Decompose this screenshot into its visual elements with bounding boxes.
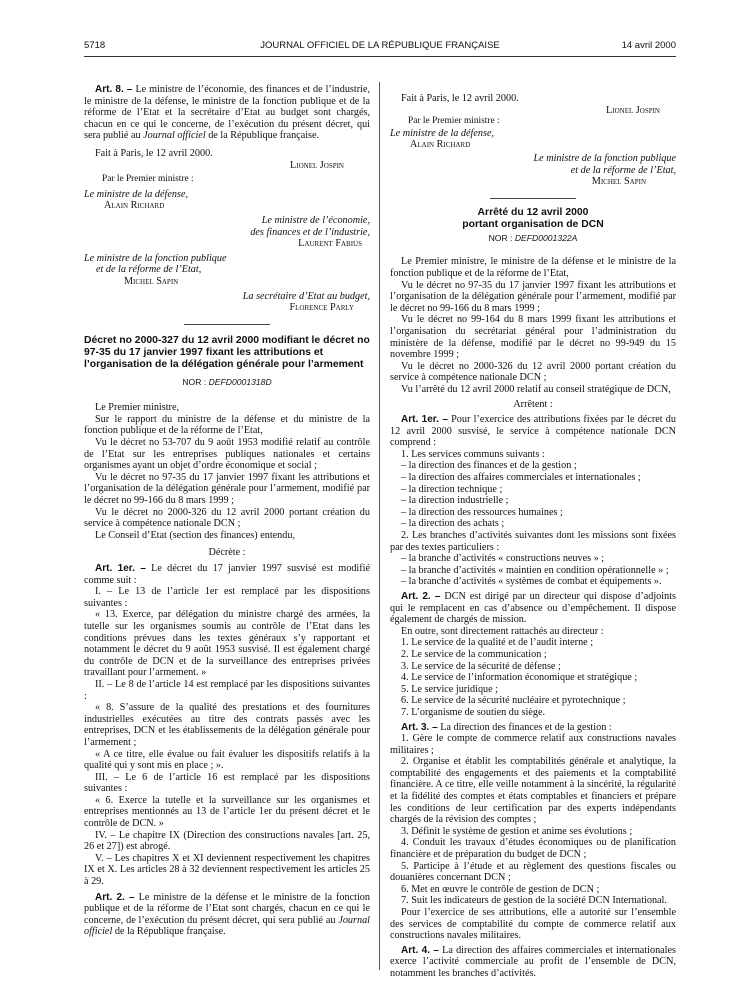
decret-art1-i-quote: « 13. Exerce, par délégation du ministre chargé des armées, la tutelle sur les organismes soumis au contrôle de l’Etat dans les conditions prévues dans les textes généraux s’y rapportant et notamment le décret du 9 août 1953 susvisé. Il est également chargé du contrôle de DCN et de la surveillance des entreprises privées travaillant pour l’armement. » [84,609,370,679]
column-divider [379,82,380,970]
role-fonction-publique-1: Le ministre de la fonction publique [84,252,227,264]
list-item: 7. L’organisme de soutien du siège. [401,706,546,718]
right-role-fp-2: et de la réforme de l’Etat, [570,164,676,176]
decret-art1-ii: II. – Le 8 de l’article 14 est remplacé par les dispositions suivantes : [84,678,370,702]
signature-pm: Lionel Jospin [290,159,344,171]
issue-date: 14 avril 2000 [621,40,676,51]
list-item: 3. Définit le système de gestion et anime ses évolutions ; [401,825,633,837]
right-name-fp: Michel Sapin [591,176,646,188]
list-item: – la direction des achats ; [401,518,505,530]
list-item: – la direction industrielle ; [401,495,509,507]
list-item: 7. Suit les indicateurs de gestion de la société DCN International. [401,895,667,907]
list-item: 4. Le service de l’information économique et stratégique ; [401,672,638,684]
list-item: – la branche d’activités « constructions neuves » ; [401,553,605,565]
list-item: 1. Le service de la qualité et de l’audit interne ; [401,637,594,649]
arrete-nor: NOR : DEFD0001322A [488,232,578,243]
decret-visa-2: Vu le décret no 53-707 du 9 août 1953 modifié relatif au contrôle de l’Etat sur les entreprises publiques nationales et certains organismes ayant un objet d’ordre économique et social ; [84,437,370,472]
arretent-heading: Arrêtent : [513,399,553,411]
list-item: 2. Organise et établit les comptabilités générale et analytique, la comptabilité des engagements et des paiements et la comptabilité financière. A ce titre, elle veille notamment à la sincérité, la régularité et la fidélité des comptes et états comptables et financiers et prépare les conditions de leur certification par des experts indépendants chargés de la révision des comptes ; [390,756,676,826]
decret-art1-iii-quote: « 6. Exerce la tutelle et la surveillance sur les organismes et entreprises mentionnés au 13 de l’article 1er du présent décret et le contrôle de DCN. » [84,794,370,830]
arrete-article-3: Art. 3. – La direction des finances et de la gestion : [401,721,612,733]
right-section-separator [490,198,576,199]
list-item: 3. Le service de la sécurité de défense ; [401,660,561,672]
par-premier-ministre: Par le Premier ministre : [102,174,194,185]
decret-art1-i: I. – Le 13 de l’article 1er est remplacé par les dispositions suivantes : [84,586,370,609]
services-communs: 1. Les services communs suivants : [401,448,545,460]
arrete-visa-1: Le Premier ministre, le ministre de la défense et le ministre de la fonction publique et de la réforme de l’Etat, [390,256,676,279]
decret-art1-v: V. – Les chapitres X et XI deviennent respectivement les chapitres IX et X. Les articles 28 à 32 deviennent respectivement les articles 25 à 29. [84,852,370,888]
list-item: – la direction des ressources humaines ; [401,506,563,518]
right-signature-pm: Lionel Jospin [606,104,660,116]
page-number: 5718 [84,40,106,51]
decret-art1-iv: IV. – Le chapitre IX (Direction des constructions navales [art. 25, 26 et 27]) est abrogé. [84,829,370,853]
list-item: 1. Gère le compte de commerce relatif aux constructions navales militaires ; [390,733,676,756]
right-role-defense: Le ministre de la défense, [390,127,495,139]
arrete-visa-3: Vu le décret no 99-164 du 8 mars 1999 fixant les attributions et l’organisation du secrétariat général pour l’administration du ministère de la défense, modifié par le décret no 99-949 du 15 novembre 1999 ; [390,314,676,361]
decret-visa-3: Vu le décret no 97-35 du 17 janvier 1997 fixant les attributions et l’organisation de la délégation générale pour l’armement, modifié par le décret no 99-166 du 8 mars 1999 ; [84,471,370,507]
branches-activites: 2. Les branches d’activités suivantes dont les missions sont fixées par des textes particuliers : [390,530,676,553]
arrete-visa-4: Vu le décret no 2000-326 du 12 avril 2000 portant création du service à compétence nationale DCN ; [390,360,676,384]
role-defense: Le ministre de la défense, [84,188,189,200]
arrete-visa-5: Vu l’arrêté du 12 avril 2000 relatif au conseil stratégique de DCN, [401,383,671,395]
decret-visa-1: Sur le rapport du ministre de la défense et du ministre de la fonction publique et de la réforme de l’Etat, [84,413,370,437]
right-role-fp-1: Le ministre de la fonction publique [533,152,676,164]
decret-art1-ii-quote-1: « 8. S’assure de la qualité des prestations et des fournitures industrielles exécutées au titre des contrats passés avec les entreprises, DCN et les établissements de la délégation générale pour l’armement ; [84,702,370,748]
article-8: Art. 8. – Le ministre de l’économie, des finances et de l’industrie, le ministre de la défense, le ministre de la fonction publique et de la réforme de l’Etat et la secrétaire d’Etat au budget sont chargés, chacun en ce qui le concerne, de l’exécution du présent décret, qui sera publié au Journal officiel de la République française. [84,84,371,142]
left-column [84,84,370,938]
decret-art1-iii: III. – Le 6 de l’article 16 est remplacé par les dispositions suivantes : [84,771,370,795]
decret-visa-4: Vu le décret no 2000-326 du 12 avril 2000 portant création du service à compétence nationale DCN ; [84,506,370,530]
list-item: 4. Conduit les travaux d’études économiques ou de planification financière et de préparation du budget de DCN ; [390,837,676,861]
list-item: – la direction technique ; [401,483,503,495]
decret-art1-ii-quote-2: « A ce titre, elle évalue ou fait évaluer les dispositifs relatifs à la qualité qui y sont mis en place ; ». [84,748,370,772]
list-item: 6. Met en œuvre le contrôle de gestion de DCN ; [401,883,600,895]
arrete-article-1: Art. 1er. – Pour l’exercice des attributions fixées par le décret du 12 avril 2000 susvisé, le service à compétence nationale DCN comprend : [390,414,676,449]
decret-nor: NOR : DEFD0001318D [182,376,272,387]
page-header [84,40,676,54]
right-signing-place-date: Fait à Paris, le 12 avril 2000. [401,93,519,104]
role-budget: La secrétaire d’Etat au budget, [242,290,370,302]
arrete-visa-2: Vu le décret no 97-35 du 17 janvier 1997 fixant les attributions et l’organisation de la délégation générale pour l’armement, modifié par le décret no 99-166 du 8 mars 1999 ; [390,279,676,314]
list-item: 6. Le service de la sécurité nucléaire et pyrotechnique ; [401,695,626,707]
right-name-defense: Alain Richard [410,139,471,151]
art3-comptabilite: Pour l’exercice de ses attributions, elle a autorité sur l’ensemble des services de comptabilité du compte de commerce relatif aux constructions navales militaires. [390,907,676,942]
list-item: – la branche d’activités « maintien en condition opérationnelle » ; [401,564,669,576]
journal-title: JOURNAL OFFICIEL DE LA RÉPUBLIQUE FRANÇAISE [260,40,500,51]
right-column [390,93,676,980]
name-defense: Alain Richard [104,200,165,212]
signing-place-date: Fait à Paris, le 12 avril 2000. [95,147,213,159]
list-item: – la direction des affaires commerciales et internationales ; [401,472,641,484]
arrete-article-2: Art. 2. – DCN est dirigé par un directeur qui dispose d’adjoints qui le remplacent en cas d’absence ou d’empêchement. Il dispose également de chargés de mission. [390,590,676,626]
arrete-article-4: Art. 4. – La direction des affaires commerciales et internationales exerce l’activité commerciale au profit de l’ensemble de DCN, notamment les branches d’activités. [390,944,677,979]
decret-article-2: Art. 2. – Le ministre de la défense et le ministre de la fonction publique et de la réforme de l’Etat sont chargés, chacun en ce qui le concerne, de l’exécution du présent décret, qui sera publié au Journal officiel de la République française. [84,891,371,938]
decrete-heading: Décrète : [208,547,246,559]
name-budget: Florence Parly [289,302,354,314]
rattaches-directeur: En outre, sont directement rattachés au directeur : [401,625,604,637]
header-rule [84,56,676,57]
list-item: 5. Le service juridique ; [401,683,499,695]
list-item: 2. Le service de la communication ; [401,648,547,660]
right-par-premier-ministre: Par le Premier ministre : [408,116,500,127]
arrete-title-2: portant organisation de DCN [462,218,604,230]
arrete-title-1: Arrêté du 12 avril 2000 [477,206,589,218]
name-economie: Laurent Fabius [298,238,362,250]
list-item: 5. Participe à l’étude et au règlement des questions fiscales ou douanières concernant DCN ; [390,860,676,884]
name-fonction-publique: Michel Sapin [124,275,179,287]
list-item: – la branche d’activités « systèmes de combat et équipements ». [401,576,662,588]
list-item: – la direction des finances et de la gestion ; [401,460,577,472]
role-economie-1: Le ministre de l’économie, [261,214,370,226]
role-economie-2: des finances et de l’industrie, [250,226,370,238]
role-fonction-publique-2: et de la réforme de l’Etat, [96,264,202,276]
section-separator [184,324,270,325]
decret-title: Décret no 2000-327 du 12 avril 2000 modifiant le décret no 97-35 du 17 janvier 1997 fixant les attributions et l’organisation de la délégation générale pour l’armement [84,334,370,370]
decret-visa-5: Le Conseil d’Etat (section des finances) entendu, [95,529,296,541]
decret-article-1: Art. 1er. – Le décret du 17 janvier 1997 susvisé est modifié comme suit : [84,563,370,586]
decret-premier-ministre: Le Premier ministre, [95,402,180,414]
